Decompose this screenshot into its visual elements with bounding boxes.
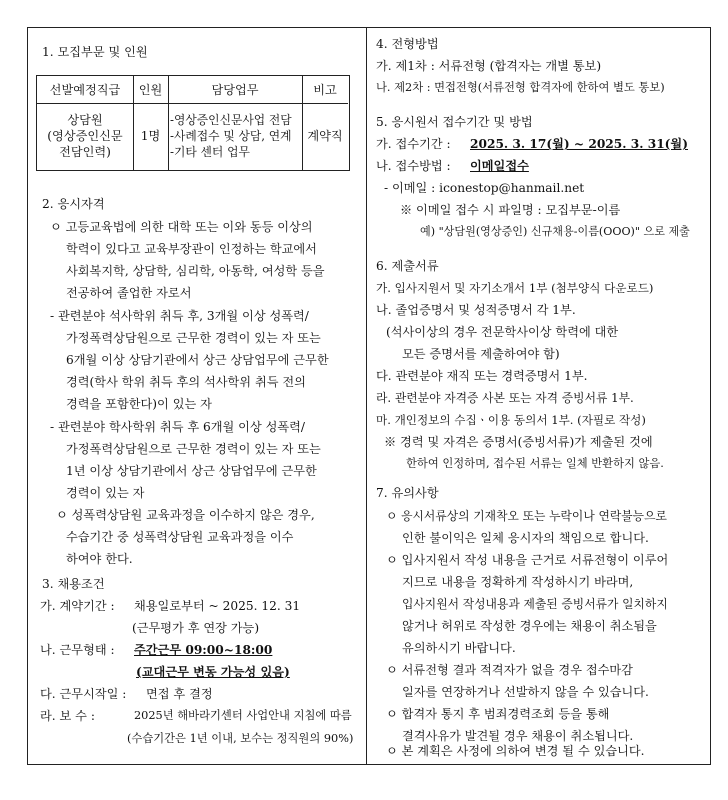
qual-line: ㅇ 고등교육법에 의한 대학 또는 이와 동등 이상의 (50, 220, 313, 234)
application-email: - 이메일 : iconestop@hanmail.net (384, 181, 585, 195)
section-title: 7. 유의사항 (376, 486, 439, 500)
condition-contract-label: 가. 계약기간 : (40, 599, 115, 613)
section-title: 6. 제출서류 (376, 259, 439, 273)
document-line: 가. 입사지원서 및 자기소개서 1부 (첨부양식 다운로드) (376, 281, 654, 295)
application-period-value: 2025. 3. 17(월) ~ 2025. 3. 31(월) (470, 137, 688, 151)
table-cell-note: 계약직 (307, 129, 343, 143)
note-line: ㅇ 입사지원서 작성 내용을 근거로 서류전형이 이루어 (386, 553, 669, 567)
table-header-duties: 담당업무 (168, 76, 302, 104)
table-cell-rank: 상담원 (영상증인신문 전담인력) (47, 113, 123, 159)
qual-line: 1년 이상 상담기관에서 상근 상담업무에 근무한 (66, 464, 317, 478)
qual-line: 경력(학사 학위 취득 후의 석사학위 취득 전의 (66, 375, 306, 389)
selection-line: 나. 제2차 : 면접전형(서류전형 합격자에 한하여 별도 통보) (376, 81, 665, 94)
qual-line: 전공하여 졸업한 자로서 (66, 286, 192, 300)
note-line: ㅇ 합격자 통지 후 범죄경력조회 등을 통해 (386, 707, 610, 721)
qual-line: 사회복지학, 상담학, 심리학, 아동학, 여성학 등을 (66, 264, 325, 278)
section-title: 4. 전형방법 (376, 37, 439, 51)
qual-line: ㅇ 성폭력상담원 교육과정을 이수하지 않은 경우, (56, 508, 315, 522)
application-method-label: 나. 접수방법 : (376, 159, 451, 173)
section-title: 3. 채용조건 (42, 577, 105, 591)
qual-line: 가정폭력상담원으로 근무한 경력이 있는 자 또는 (66, 442, 321, 456)
qual-line: 학력이 있다고 교육부장관이 인정하는 학교에서 (66, 242, 317, 256)
selection-line: 가. 제1차 : 서류전형 (합격자는 개별 통보) (376, 59, 602, 73)
note-line: 입사지원서 작성내용과 제출된 증빙서류가 일치하지 (402, 597, 668, 611)
table-header-note: 비고 (302, 76, 348, 104)
qual-line: - 관련분야 석사학위 취득 후, 3개월 이상 성폭력/ (50, 309, 309, 323)
table-header-count: 인원 (133, 76, 168, 104)
document-line: 나. 졸업증명서 및 성적증명서 각 1부. (376, 303, 576, 317)
document-line: 다. 관련분야 재직 또는 경력증명서 1부. (376, 369, 588, 383)
condition-contract-value: 채용일로부터 ~ 2025. 12. 31 (134, 599, 301, 613)
note-line: 지므로 내용을 정확하게 작성하시기 바라며, (402, 575, 634, 589)
condition-pay-label: 라. 보 수 : (40, 709, 95, 723)
application-method-value: 이메일접수 (470, 159, 529, 173)
document-line: ※ 경력 및 자격은 증명서(증빙서류)가 제출된 것에 (384, 435, 653, 449)
condition-contract-note: (근무평가 후 연장 가능) (132, 621, 260, 635)
note-line: ㅇ 서류전형 결과 적격자가 없을 경우 접수마감 (386, 663, 633, 677)
document-line: 라. 관련분야 자격증 사본 또는 자격 증빙서류 1부. (376, 391, 634, 405)
condition-start-label: 다. 근무시작일 : (40, 687, 127, 701)
condition-pay-note: (수습기간은 1년 이내, 보수는 정직원의 90%) (127, 732, 354, 745)
note-line: 유의하시기 바랍니다. (402, 641, 516, 655)
table-cell-count: 1명 (140, 129, 161, 143)
document-line: 한하여 인정하며, 접수된 서류는 일체 반환하지 않음. (406, 457, 664, 470)
table-header-rank: 선발예정직급 (37, 76, 133, 104)
section-title: 2. 응시자격 (42, 197, 105, 211)
condition-work-value: 주간근무 09:00~18:00 (134, 643, 273, 657)
application-filename-example: 예) "상담원(영상증인) 신규채용-이름(OOO)" 으로 제출 (420, 225, 690, 238)
document-line: 마. 개인정보의 수집ㆍ이용 동의서 1부. (자필로 작성) (376, 413, 646, 427)
qual-line: - 관련분야 학사학위 취득 후 6개월 이상 성폭력/ (50, 420, 306, 434)
qual-line: 경력이 있는 자 (66, 486, 145, 500)
document-line: 모든 증명서를 제출하여야 함) (402, 347, 560, 361)
condition-pay-value: 2025년 해바라기센터 사업안내 지침에 따름 (134, 709, 352, 722)
column-divider (366, 27, 367, 765)
document-line: (석사이상의 경우 전문학사이상 학력에 대한 (386, 325, 619, 339)
qual-line: 하여야 한다. (66, 552, 133, 566)
note-line: ㅇ 본 계획은 사정에 의하여 변경 될 수 있습니다. (386, 744, 645, 758)
qual-line: 경력을 포함한다)이 있는 자 (66, 397, 212, 411)
note-line: ㅇ 응시서류상의 기재착오 또는 누락이나 연락불능으로 (386, 509, 667, 523)
application-filename-rule: ※ 이메일 접수 시 파일명 : 모집부문-이름 (400, 203, 621, 217)
recruitment-table (36, 75, 350, 171)
note-line: 결격사유가 발견될 경우 채용이 취소됩니다. (402, 729, 634, 743)
note-line: 일자를 연장하거나 선발하지 않을 수 있습니다. (402, 685, 649, 699)
note-line: 인한 불이익은 일체 응시자의 책임으로 합니다. (402, 531, 649, 545)
qual-line: 6개월 이상 상담기관에서 상근 상담업무에 근무한 (66, 353, 329, 367)
condition-work-note: (교대근무 변동 가능성 있음) (136, 665, 290, 679)
condition-work-label: 나. 근무형태 : (40, 643, 115, 657)
section-title: 1. 모집부문 및 인원 (42, 45, 148, 59)
application-period-label: 가. 접수기간 : (376, 137, 451, 151)
table-cell-duties: -영상증인신문사업 전담 -사례접수 및 상담, 연계 -기타 센터 업무 (170, 113, 292, 159)
section-title: 5. 응시원서 접수기간 및 방법 (376, 115, 533, 129)
note-line: 않거나 허위로 작성한 경우에는 채용이 취소됨을 (402, 619, 657, 633)
qual-line: 수습기간 중 성폭력상담원 교육과정을 이수 (66, 530, 294, 544)
qual-line: 가정폭력상담원으로 근무한 경력이 있는 자 또는 (66, 331, 321, 345)
condition-start-value: 면접 후 결정 (146, 687, 213, 701)
